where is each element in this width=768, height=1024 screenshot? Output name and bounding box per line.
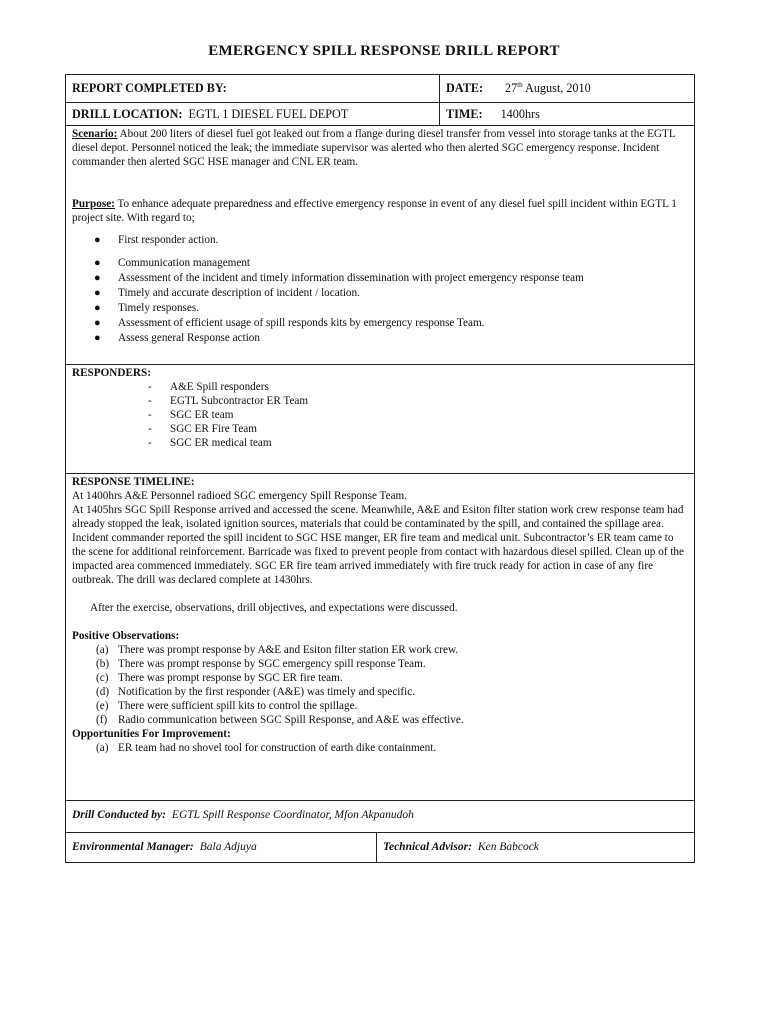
scenario-section xyxy=(66,126,694,365)
bullet-text: Assessment of efficient usage of spill responds kits by emergency response Team. xyxy=(118,317,485,329)
date-suffix: th xyxy=(517,81,523,89)
bullet-text: Assess general Response action xyxy=(118,332,260,344)
technical-advisor-value: Ken Babcock xyxy=(477,841,539,853)
list-item xyxy=(72,394,688,408)
date-month-year: August, 2010 xyxy=(522,81,591,96)
list-item xyxy=(72,643,688,657)
report-completed-label: REPORT COMPLETED BY: xyxy=(66,75,440,102)
item-text: There was prompt response by A&E and Esiton filter station ER work crew. xyxy=(118,644,459,656)
bullet-text: Communication management xyxy=(118,257,251,269)
responders-label: RESPONDERS: xyxy=(72,367,151,379)
signatories-row xyxy=(66,833,694,862)
date-day: 27 xyxy=(505,81,518,96)
item-text: There was prompt response by SGC emergency spill response Team. xyxy=(118,658,426,670)
list-item xyxy=(72,657,688,671)
responder-text: SGC ER medical team xyxy=(170,437,272,449)
bullet-icon: ● xyxy=(94,317,101,329)
technical-advisor-cell xyxy=(377,833,694,862)
date-label: DATE: xyxy=(446,81,484,96)
bullet-icon: ● xyxy=(94,287,101,299)
positive-observations-label: Positive Observations: xyxy=(72,630,180,642)
scenario-text: About 200 liters of diesel fuel got leaked out from a flange during diesel transfer from vessel into storage tanks at the EGTL diesel depot. Personnel noticed the leak; the immediate supervisor was alerted who then alerted SGC emergency response. Incident commander then alerted SGC HSE manager and CNL ER team. xyxy=(72,128,676,168)
bullet-text: Timely responses. xyxy=(118,302,200,314)
environmental-manager-cell xyxy=(66,833,377,862)
list-item xyxy=(72,741,688,755)
time-cell xyxy=(440,103,694,125)
item-text: There were sufficient spill kits to control the spillage. xyxy=(118,700,358,712)
list-item xyxy=(72,380,688,394)
time-label: TIME: xyxy=(446,107,483,121)
item-text: ER team had no shovel tool for construction of earth dike containment. xyxy=(118,742,437,754)
document-title: EMERGENCY SPILL RESPONSE DRILL REPORT xyxy=(208,43,560,59)
positive-observations-list xyxy=(72,643,688,727)
item-letter: (b) xyxy=(96,658,110,670)
list-item xyxy=(72,286,688,301)
list-item xyxy=(72,331,688,346)
list-item xyxy=(72,301,688,316)
purpose-text: To enhance adequate preparedness and effective emergency response in event of any diesel fuel spill incident within EGTL 1 project site. With regard to; xyxy=(72,198,677,224)
bullet-text: Assessment of the incident and timely information dissemination with project emergency response team xyxy=(118,272,584,284)
responders-section xyxy=(66,365,694,474)
dash-icon: - xyxy=(148,381,152,393)
scenario-label: Scenario: xyxy=(72,128,118,140)
date-cell xyxy=(440,75,694,102)
list-item xyxy=(72,408,688,422)
item-letter: (e) xyxy=(96,700,109,712)
item-letter: (a) xyxy=(96,742,109,754)
time-value: 1400hrs xyxy=(500,107,540,121)
improvement-list xyxy=(72,741,688,755)
responder-text: A&E Spill responders xyxy=(170,381,269,393)
timeline-paragraph: At 1405hrs SGC Spill Response arrived and accessed the scene. Meanwhile, A&E and Esiton filter station work crew response team had already stopped the leak, isolated ignition sources, materials that could be contaminated by the spill, and contained the spillage area. Incident commander reported the spill incident to SGC HSE manger, ER fire team and medical unit. Subcontractor’s ER team came to the scene for additional reinforcement. Barricade was fixed to prevent people from contact with hazardous diesel spilled. Clean up of the impacted area commenced immediately. SGC ER fire team arrived immediately with fire truck ready for action in case of any fire outbreak. The drill was declared complete at 1430hrs. xyxy=(72,504,684,586)
response-timeline-section xyxy=(66,474,694,801)
list-item xyxy=(72,256,688,271)
bullet-text: Timely and accurate description of incident / location. xyxy=(118,287,360,299)
item-letter: (f) xyxy=(96,714,108,726)
responder-text: SGC ER team xyxy=(170,409,234,421)
list-item xyxy=(72,713,688,727)
scenario-paragraph xyxy=(72,127,688,169)
drill-conducted-row xyxy=(66,801,694,833)
list-item xyxy=(72,271,688,286)
responder-text: SGC ER Fire Team xyxy=(170,423,257,435)
date-value xyxy=(505,81,591,95)
drill-location-row xyxy=(66,103,694,126)
environmental-manager-value: Bala Adjuya xyxy=(199,841,257,853)
bullet-icon: ● xyxy=(94,302,101,314)
drill-conducted-value: EGTL Spill Response Coordinator, Mfon Akpanudoh xyxy=(171,809,414,821)
bullet-icon: ● xyxy=(94,272,101,284)
purpose-paragraph xyxy=(72,197,688,225)
dash-icon: - xyxy=(148,395,152,407)
responder-text: EGTL Subcontractor ER Team xyxy=(170,395,309,407)
drill-conducted-label: Drill Conducted by: xyxy=(72,809,166,821)
bullet-text: First responder action. xyxy=(118,234,219,246)
list-item xyxy=(72,685,688,699)
drill-location-cell xyxy=(66,103,440,125)
dash-icon: - xyxy=(148,423,152,435)
item-text: Radio communication between SGC Spill Response, and A&E was effective. xyxy=(118,714,464,726)
report-table xyxy=(65,74,695,863)
item-letter: (a) xyxy=(96,644,109,656)
responders-list xyxy=(72,380,688,450)
timeline-label: RESPONSE TIMELINE: xyxy=(72,476,195,488)
dash-icon: - xyxy=(148,437,152,449)
drill-location-label: DRILL LOCATION: xyxy=(72,107,183,121)
dash-icon: - xyxy=(148,409,152,421)
purpose-bullet-list xyxy=(72,233,688,346)
item-letter: (d) xyxy=(96,686,110,698)
timeline-line1: At 1400hrs A&E Personnel radioed SGC emergency Spill Response Team. xyxy=(72,490,408,502)
item-text: Notification by the first responder (A&E) was timely and specific. xyxy=(118,686,416,698)
list-item xyxy=(72,233,688,248)
bullet-icon: ● xyxy=(94,257,101,269)
bullet-icon: ● xyxy=(94,234,101,246)
list-item xyxy=(72,699,688,713)
list-item xyxy=(72,316,688,331)
item-text: There was prompt response by SGC ER fire team. xyxy=(118,672,343,684)
list-item xyxy=(72,671,688,685)
bullet-icon: ● xyxy=(94,332,101,344)
list-item xyxy=(72,436,688,450)
purpose-label: Purpose: xyxy=(72,198,115,210)
environmental-manager-label: Environmental Manager: xyxy=(72,841,194,853)
improvement-label: Opportunities For Improvement: xyxy=(72,728,231,740)
technical-advisor-label: Technical Advisor: xyxy=(383,841,472,853)
report-header-row xyxy=(66,75,694,103)
item-letter: (c) xyxy=(96,672,109,684)
list-item xyxy=(72,422,688,436)
drill-location-value: EGTL 1 DIESEL FUEL DEPOT xyxy=(188,107,349,121)
after-exercise-text: After the exercise, observations, drill objectives, and expectations were discussed. xyxy=(90,602,458,614)
